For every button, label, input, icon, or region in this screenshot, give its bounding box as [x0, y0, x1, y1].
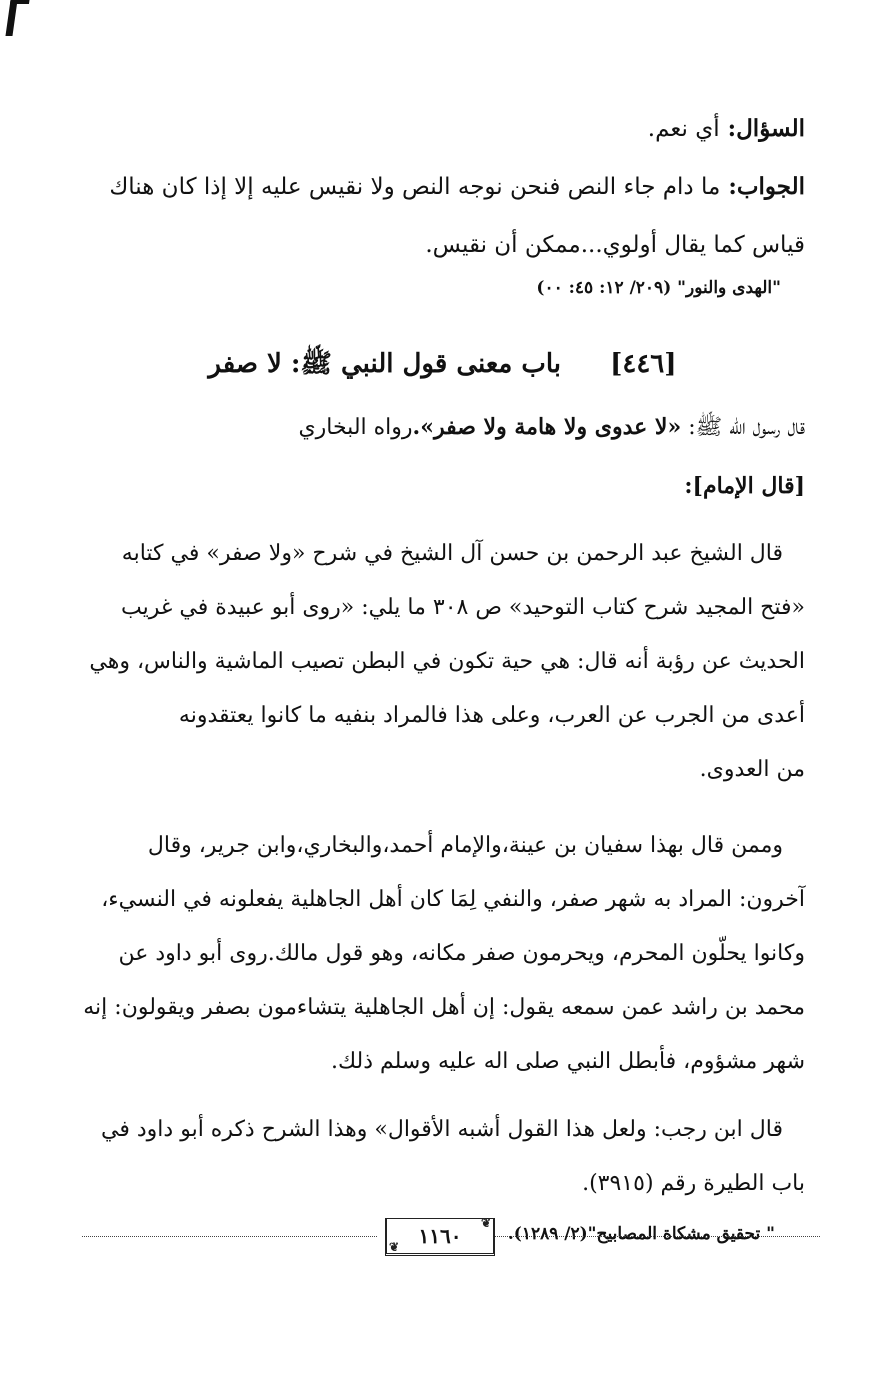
- answer-text-1: ما دام جاء النص فنحن نوجه النص ولا نقيس عليه إلا إذا كان هناك: [109, 174, 721, 200]
- imam-label: [قال الإمام]:: [684, 473, 805, 499]
- corner-print-mark: [5, 0, 29, 36]
- ornament-icon: ❦: [480, 1216, 491, 1230]
- chapter-title: باب معنى قول النبي ﷺ: لا صفر: [208, 349, 561, 379]
- paragraph-2-line: شهر مشؤوم، فأبطل النبي صلى اله عليه وسلم ذلك.: [330, 1049, 805, 1074]
- hadith-line: [80, 400, 805, 455]
- source-citation-2: " تحقيق مشكاة المصابيح"(٢/ ١٢٨٩).: [507, 1224, 775, 1244]
- question-label: السؤال:: [727, 115, 805, 142]
- chapter-number: [٤٤٦]: [610, 349, 677, 379]
- hadith-narrator: رواه البخاري: [298, 415, 413, 440]
- paragraph-1-line: الحديث عن رؤبة أنه قال: هي حية تكون في البطن تصيب الماشية والناس، وهي: [89, 649, 805, 674]
- paragraph-1-line: «فتح المجيد شرح كتاب التوحيد» ص ٣٠٨ ما يلي: «روى أبو عبيدة في غريب: [121, 595, 805, 620]
- page-number-frame: [385, 1218, 495, 1256]
- source-citation-1: "الهدى والنور" (٢٠٩/ ١٢: ٤٥: ٠٠): [536, 278, 781, 298]
- footer-dotted-rule-right: [495, 1236, 820, 1237]
- hadith-quote: «لا عدوى ولا هامة ولا صفر».: [412, 414, 682, 440]
- chapter-heading: [80, 340, 805, 388]
- question-text: أي نعم.: [647, 116, 720, 142]
- paragraph-3: [80, 1103, 805, 1211]
- paragraph-3-line: قال ابن رجب: ولعل هذا القول أشبه الأقوال» وهذا الشرح ذكره أبو داود في: [101, 1117, 783, 1142]
- paragraph-2-line: محمد بن راشد عمن سمعه يقول: إن أهل الجاهلية يتشاءمون بصفر ويقولون: إنه: [83, 995, 805, 1020]
- paragraph-3-line: باب الطيرة رقم (٣٩١٥).: [582, 1171, 805, 1196]
- answer-block: [80, 158, 805, 274]
- paragraph-1-line: من العدوى.: [699, 757, 805, 782]
- paragraph-2-line: آخرون: المراد به شهر صفر، والنفي لِمَا كان أهل الجاهلية يفعلونه في النسيء،: [101, 887, 805, 912]
- paragraph-1: [80, 527, 805, 797]
- paragraph-2: [80, 819, 805, 1089]
- ornament-icon: ❦: [389, 1240, 400, 1254]
- answer-text-2: قياس كما يقال أولوي...ممكن أن نقيس.: [425, 232, 805, 258]
- footer-dotted-rule-left: [82, 1236, 377, 1237]
- page-content: [80, 100, 805, 1249]
- paragraph-1-line: قال الشيخ عبد الرحمن بن حسن آل الشيخ في شرح «ولا صفر» في كتابه: [121, 541, 783, 566]
- paragraph-1-line: أعدى من الجرب عن العرب، وعلى هذا فالمراد بنفيه ما كانوا يعتقدونه: [178, 703, 805, 728]
- question-line: [80, 100, 805, 158]
- answer-label: الجواب:: [728, 173, 805, 200]
- paragraph-2-line: وكانوا يحلّون المحرم، ويحرمون صفر مكانه، وهو قول مالك.روى أبو داود عن: [118, 941, 805, 966]
- paragraph-2-line: وممن قال بهذا سفيان بن عينة،والإمام أحمد،والبخاري،وابن جرير، وقال: [147, 833, 783, 858]
- hadith-intro: قال رسول الله ﷺ:: [688, 415, 805, 440]
- answer-line-1: [80, 158, 805, 216]
- page-number: ١١٦٠: [418, 1224, 462, 1248]
